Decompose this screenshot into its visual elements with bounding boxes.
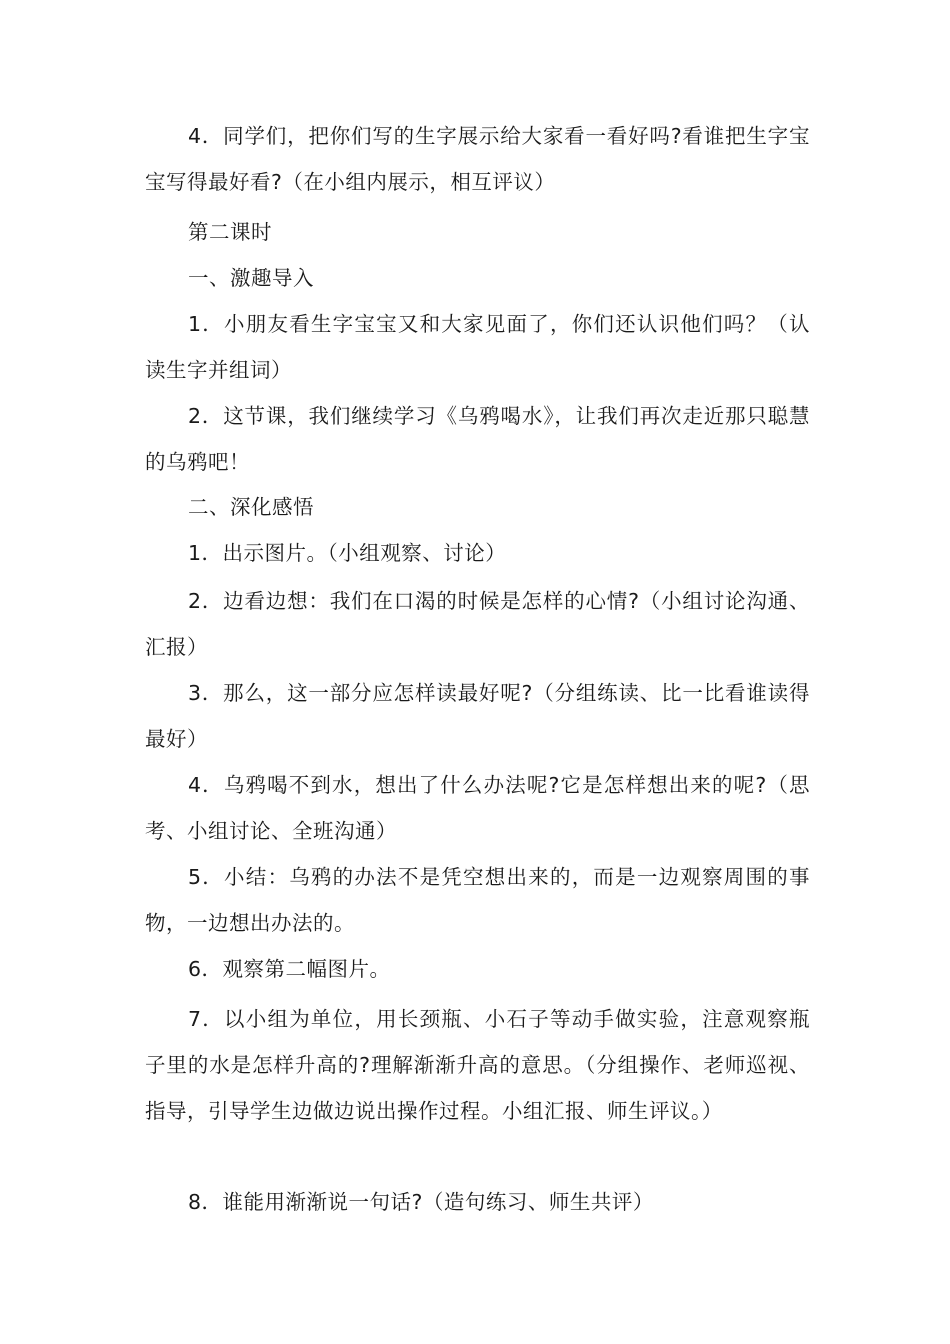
paragraph-deepen-step-6: 6．观察第二幅图片。	[188, 957, 391, 981]
paragraph-deepen-step-3: 3．那么，这一部分应怎样读最好呢?（分组练读、比一比看谁读得最好）	[145, 681, 810, 751]
paragraph-step-4-show-characters: 4．同学们，把你们写的生字展示给大家看一看好吗?看谁把生字宝宝写得最好看?（在小组内展示，相互评议）	[145, 124, 810, 194]
paragraph-deepen-step-2: 2．边看边想：我们在口渴的时候是怎样的心情?（小组讨论沟通、汇报）	[145, 589, 810, 659]
paragraph-deepen-step-8: 8．谁能用渐渐说一句话?（造句练习、师生共评）	[188, 1190, 654, 1214]
lesson-heading-second-period: 第二课时	[188, 220, 272, 244]
paragraph-deepen-step-4: 4．乌鸦喝不到水，想出了什么办法呢?它是怎样想出来的呢?（思考、小组讨论、全班沟通）	[145, 773, 810, 843]
paragraph-intro-step-2: 2．这节课，我们继续学习《乌鸦喝水》，让我们再次走近那只聪慧的乌鸦吧！	[145, 404, 810, 474]
paragraph-intro-step-1: 1．小朋友看生字宝宝又和大家见面了，你们还认识他们吗？（认读生字并组词）	[145, 312, 810, 382]
paragraph-deepen-step-1: 1．出示图片。（小组观察、讨论）	[188, 541, 507, 565]
paragraph-deepen-step-5: 5．小结：乌鸦的办法不是凭空想出来的，而是一边观察周围的事物，一边想出办法的。	[145, 865, 810, 935]
paragraph-deepen-step-7: 7．以小组为单位，用长颈瓶、小石子等动手做实验，注意观察瓶子里的水是怎样升高的?理解渐渐升高的意思。（分组操作、老师巡视、指导，引导学生边做边说出操作过程。小组汇报、师生评议。）	[145, 1007, 810, 1123]
section-heading-intro: 一、激趣导入	[188, 266, 314, 290]
section-heading-deepen: 二、深化感悟	[188, 495, 314, 519]
